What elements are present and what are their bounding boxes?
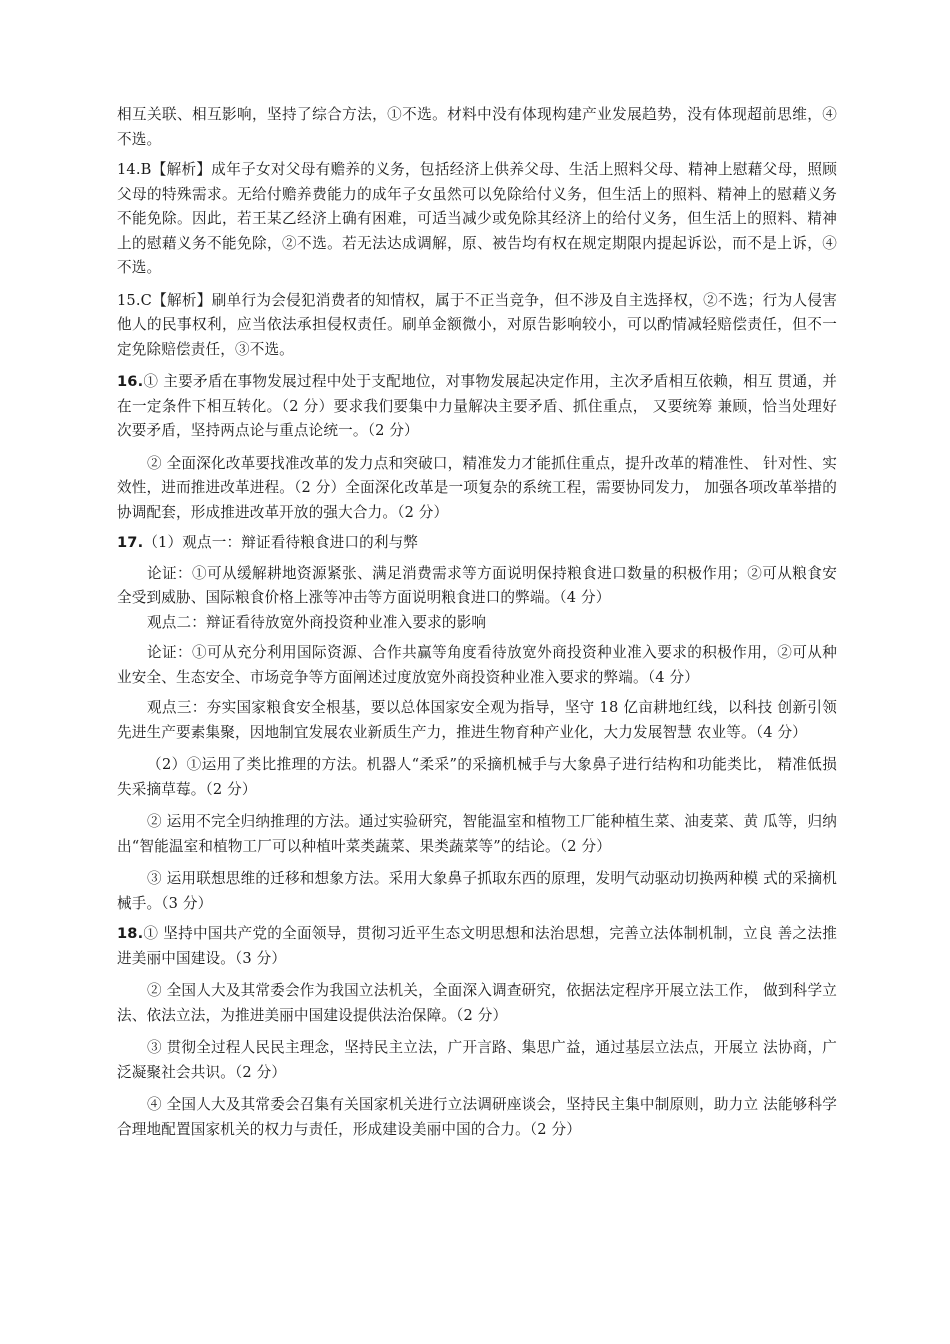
q16-point-1 — [117, 370, 837, 444]
q16-point-2: ② 全面深化改革要找准改革的发力点和突破口，精准发力才能抓住重点，提升改革的精准性、 针对性、实效性，进而推进改革进程。（2 分）全面深化改革是一项复杂的系统工程，需要协同发力， 加强各项改革举措的协调配套，形成推进改革开放的强大合力。（2 分） — [117, 454, 837, 521]
answer-page — [117, 103, 837, 1142]
q15-answer: 15.C【解析】刷单行为会侵犯消费者的知情权，属于不正当竞争，但不涉及自主选择权，②不选；行为人侵害他人的民事权利，应当依法承担侵权责任。刷单金额微小，对原告影响较小，可以酌情减轻赔偿责任，但不一定免除赔偿责任，③不选。 — [117, 291, 837, 358]
q17-part2-method2: ② 运用不完全归纳推理的方法。通过实验研究，智能温室和植物工厂能种植生菜、油麦菜、黄 瓜等，归纳出“智能温室和植物工厂可以种植叶菜类蔬菜、果类蔬菜等”的结论。（2 分） — [117, 813, 837, 855]
q17-viewpoint2-argument: 论证：①可从充分利用国际资源、合作共赢等角度看待放宽外商投资种业准入要求的积极作用，②可从种业安全、生态安全、市场竞争等方面阐述过度放宽外商投资种业准入要求的弊端。（4 分） — [117, 644, 837, 686]
q16-point-1-text: ① 主要矛盾在事物发展过程中处于支配地位，对事物发展起决定作用，主次矛盾相互依赖，相互 贯通，并在一定条件下相互转化。（2 分）要求我们要集中力量解决主要矛盾、抓住重点， 又要统筹 兼顾，恰当处理好次要矛盾，坚持两点论与重点论统一。（2 分） — [117, 373, 837, 439]
q17-number: 17. — [117, 534, 144, 551]
q16-number: 16. — [117, 373, 144, 390]
q17-part2-method1: （2）①运用了类比推理的方法。机器人“柔采”的采摘机械手与大象鼻子进行结构和功能类比， 精准低损失采摘草莓。（2 分） — [117, 756, 837, 798]
q17-part1-heading — [117, 531, 837, 556]
q18-number: 18. — [117, 925, 144, 942]
q17-part1-heading-text: （1）观点一：辩证看待粮食进口的利与弊 — [143, 534, 419, 551]
q18-point-3: ③ 贯彻全过程人民民主理念，坚持民主立法，广开言路、集思广益，通过基层立法点，开展立 法协商，广泛凝聚社会共识。（2 分） — [117, 1039, 837, 1081]
q18-point-4: ④ 全国人大及其常委会召集有关国家机关进行立法调研座谈会，坚持民主集中制原则，助力立 法能够科学合理地配置国家机关的权力与责任，形成建设美丽中国的合力。（2 分） — [117, 1096, 837, 1138]
q18-point-1-text: ① 坚持中国共产党的全面领导，贯彻习近平生态文明思想和法治思想，完善立法体制机制，立良 善之法推进美丽中国建设。（3 分） — [117, 925, 837, 967]
q14-answer: 14.B【解析】成年子女对父母有赡养的义务，包括经济上供养父母、生活上照料父母、精神上慰藉父母，照顾父母的特殊需求。无给付赡养费能力的成年子女虽然可以免除给付义务，但生活上的照料、精神上的慰藉义务不能免除。因此，若王某乙经济上确有困难，可适当减少或免除其经济上的给付义务，但生活上的照料、精神上的慰藉义务不能免除，②不选。若无法达成调解，原、被告均有权在规定期限内提起诉讼，而不是上诉，④不选。 — [117, 161, 837, 276]
q17-viewpoint2-heading: 观点二：辩证看待放宽外商投资种业准入要求的影响 — [147, 613, 487, 631]
q17-viewpoint3: 观点三：夯实国家粮食安全根基，要以总体国家安全观为指导，坚守 18 亿亩耕地红线，以科技 创新引领先进生产要素集聚，因地制宜发展农业新质生产力，推进生物育种产业化，大力发展智慧 农业等。（4 分） — [117, 699, 837, 741]
q18-point-2: ② 全国人大及其常委会作为我国立法机关，全面深入调查研究，依据法定程序开展立法工作， 做到科学立法、依法立法，为推进美丽中国建设提供法治保障。（2 分） — [117, 982, 837, 1024]
q18-point-1 — [117, 922, 837, 971]
q13-continuation: 相互关联、相互影响，坚持了综合方法，①不选。材料中没有体现构建产业发展趋势，没有体现超前思维，④不选。 — [117, 106, 837, 148]
q17-part2-method3: ③ 运用联想思维的迁移和想象方法。采用大象鼻子抓取东西的原理，发明气动驱动切换两种模 式的采摘机械手。（3 分） — [117, 870, 837, 912]
q17-viewpoint1-argument: 论证：①可从缓解耕地资源紧张、满足消费需求等方面说明保持粮食进口数量的积极作用；②可从粮食安全受到威胁、国际粮食价格上涨等冲击等方面说明粮食进口的弊端。（4 分） — [117, 564, 837, 606]
